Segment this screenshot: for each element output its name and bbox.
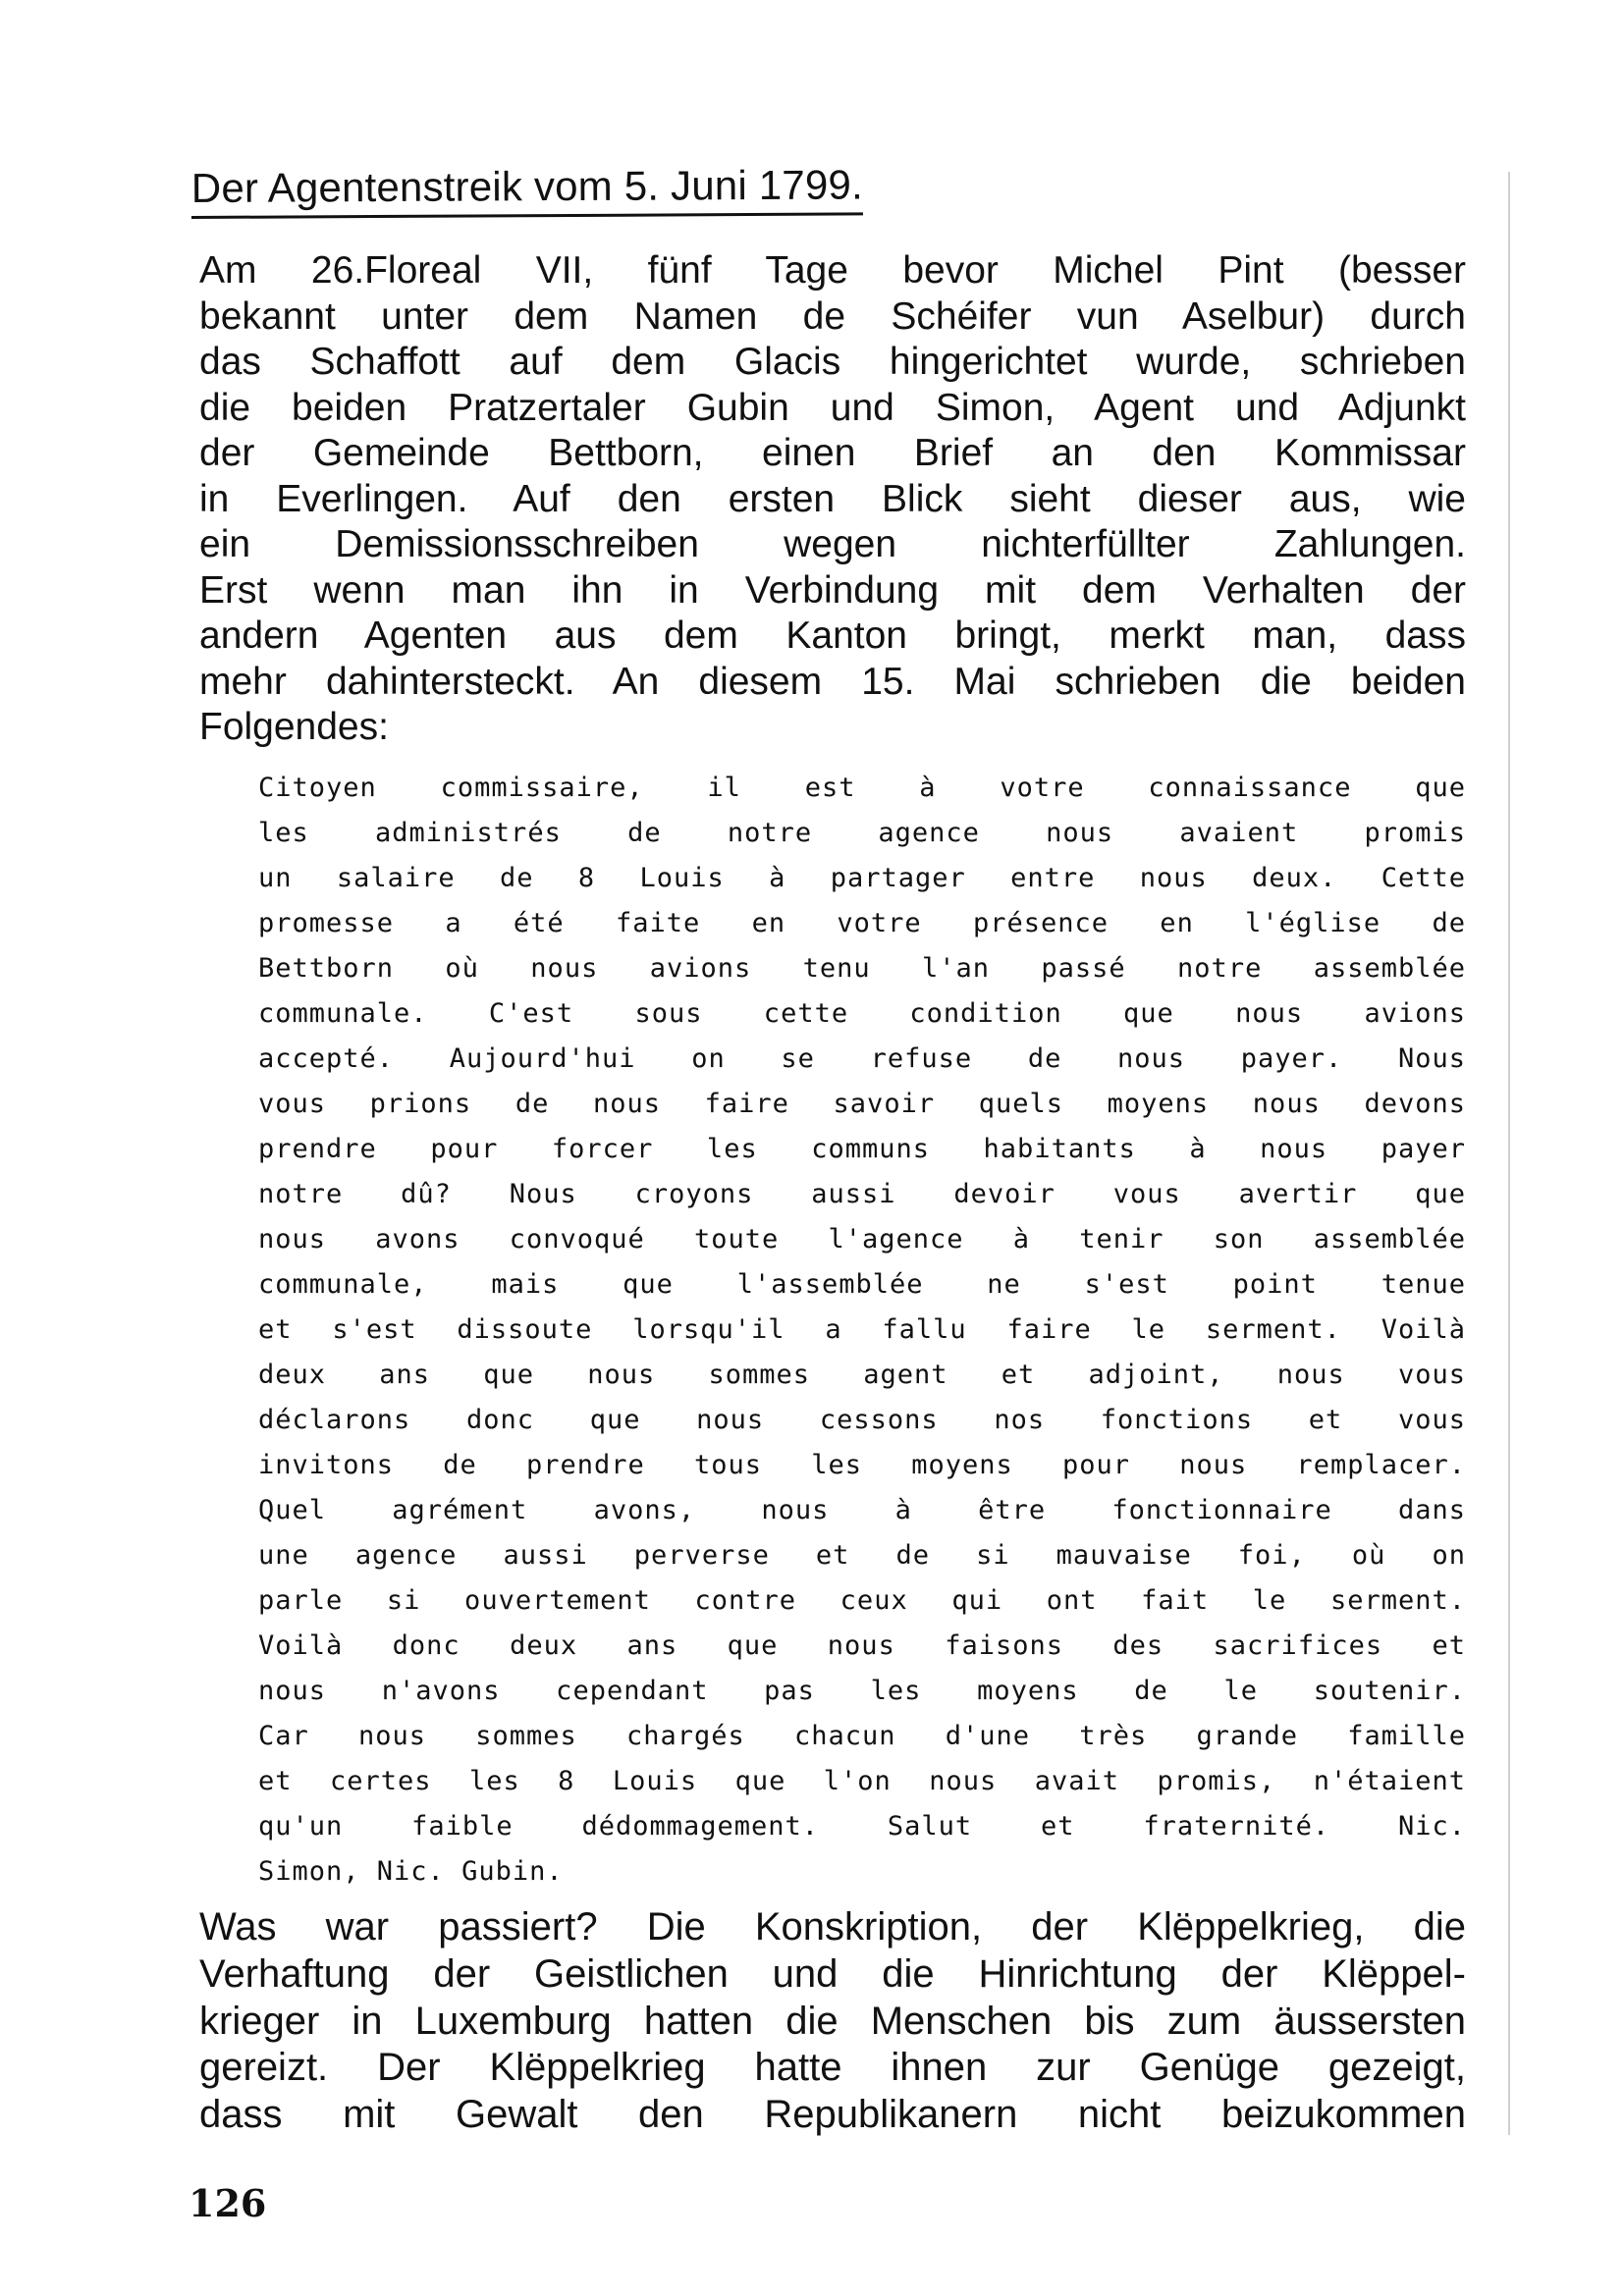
letter-line: prendre pour forcer les communs habitants à nous payer: [258, 1134, 1466, 1164]
letter-line: une agence aussi perverse et de si mauvaise foi, où on: [258, 1540, 1466, 1571]
letter-line: accepté. Aujourd'hui on se refuse de nous payer. Nous: [258, 1043, 1466, 1074]
letter-line: parle si ouvertement contre ceux qui ont fait le serment.: [258, 1585, 1466, 1616]
text-line: Was war passiert? Die Konskription, der Klëppelkrieg, die: [199, 1905, 1466, 1949]
text-line: in Everlingen. Auf den ersten Blick sieht dieser aus, wie: [199, 477, 1466, 520]
text-line: Verhaftung der Geistlichen und die Hinrichtung der Klëppel-: [199, 1951, 1466, 1996]
letter-line: nous n'avons cependant pas les moyens de le soutenir.: [258, 1676, 1466, 1706]
letter-line: qu'un faible dédommagement. Salut et fraternité. Nic.: [258, 1811, 1466, 1842]
text-line: krieger in Luxemburg hatten die Menschen bis zum äussersten: [199, 1999, 1466, 2043]
letter-line: promesse a été faite en votre présence en l'église de: [258, 908, 1466, 938]
text-line: andern Agenten aus dem Kanton bringt, merkt man, dass: [199, 614, 1466, 657]
text-line: Folgendes:: [199, 706, 389, 748]
letter-line: communale, mais que l'assemblée ne s'est point tenue: [258, 1269, 1466, 1300]
letter-line: Voilà donc deux ans que nous faisons des sacrifices et: [258, 1630, 1466, 1661]
letter-line: déclarons donc que nous cessons nos fonctions et vous: [258, 1405, 1466, 1435]
intro-paragraph: [199, 248, 1466, 751]
letter-line: invitons de prendre tous les moyens pour nous remplacer.: [258, 1450, 1466, 1480]
letter-line: et s'est dissoute lorsqu'il a fallu faire le serment. Voilà: [258, 1314, 1466, 1345]
text-line: die beiden Pratzertaler Gubin und Simon, Agent und Adjunkt: [199, 386, 1466, 429]
letter-line: Car nous sommes chargés chacun d'une très grande famille: [258, 1721, 1466, 1751]
letter-line: les administrés de notre agence nous avaient promis: [258, 818, 1466, 848]
text-line: ein Demissionsschreiben wegen nichterfüllter Zahlungen.: [199, 523, 1466, 565]
letter-line: communale. C'est sous cette condition que nous avions: [258, 998, 1466, 1029]
section-heading: Der Agentenstreik vom 5. Juni 1799.: [191, 161, 863, 219]
text-line: das Schaffott auf dem Glacis hingerichtet wurde, schrieben: [199, 341, 1466, 383]
outro-paragraph: [199, 1904, 1466, 2139]
text-line: bekannt unter dem Namen de Schéifer vun Aselbur) durch: [199, 294, 1466, 338]
text-line: mehr dahintersteckt. An diesem 15. Mai schrieben die beiden: [199, 660, 1466, 703]
letter-line: Bettborn où nous avions tenu l'an passé notre assemblée: [258, 953, 1466, 984]
letter-line: un salaire de 8 Louis à partager entre nous deux. Cette: [258, 863, 1466, 893]
text-line: Erst wenn man ihn in Verbindung mit dem Verhalten der: [199, 568, 1466, 612]
letter-line: nous avons convoqué toute l'agence à tenir son assemblée: [258, 1224, 1466, 1255]
letter-line: notre dû? Nous croyons aussi devoir vous avertir que: [258, 1179, 1466, 1209]
letter-line: Quel agrément avons, nous à être fonctionnaire dans: [258, 1495, 1466, 1525]
text-line: der Gemeinde Bettborn, einen Brief an den Kommissar: [199, 432, 1466, 474]
letter-line: deux ans que nous sommes agent et adjoint, nous vous: [258, 1360, 1466, 1390]
page-number: 126: [189, 2181, 267, 2225]
text-line: Am 26.Floreal VII, fünf Tage bevor Michel Pint (besser: [199, 249, 1466, 292]
quoted-letter: [258, 766, 1466, 1895]
letter-line: Simon, Nic. Gubin.: [258, 1856, 564, 1887]
letter-line: et certes les 8 Louis que l'on nous avait promis, n'étaient: [258, 1766, 1466, 1796]
page-edge-line: [1508, 172, 1510, 2135]
text-line: dass mit Gewalt den Republikanern nicht beizukommen: [199, 2093, 1466, 2137]
letter-line: Citoyen commissaire, il est à votre connaissance que: [258, 773, 1466, 803]
letter-line: vous prions de nous faire savoir quels moyens nous devons: [258, 1089, 1466, 1119]
text-line: gereizt. Der Klëppelkrieg hatte ihnen zur Genüge gezeigt,: [199, 2046, 1466, 2090]
